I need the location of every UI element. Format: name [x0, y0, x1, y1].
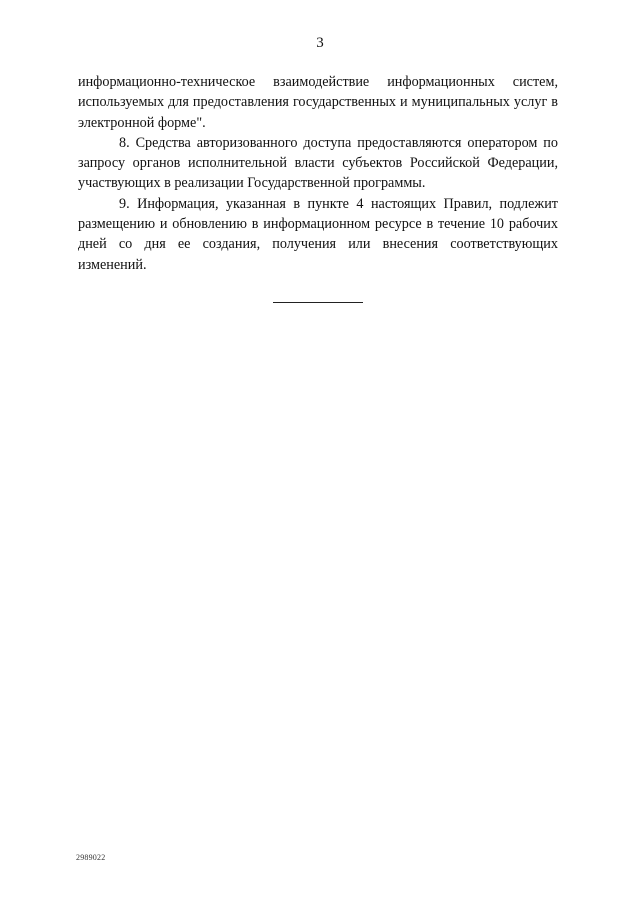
- page-number: 3: [316, 35, 324, 51]
- paragraph-item-8: 8. Средства авторизованного доступа предоставляются оператором по запросу органов исполнительной власти субъектов Российской Федерации, участвующих в реализации Государственной программы.: [78, 134, 558, 192]
- document-code: 2989022: [76, 853, 106, 862]
- paragraph-continuation: информационно-техническое взаимодействие информационных систем, используемых для предоставления государственных и муниципальных услуг в электронной форме".: [78, 74, 558, 131]
- document-body: [78, 72, 558, 275]
- paragraph-item-9: 9. Информация, указанная в пункте 4 настоящих Правил, подлежит размещению и обновлению в информационном ресурсе в течение 10 рабочих дней со дня ее создания, получения или внесения соответствующих изменений.: [78, 195, 558, 273]
- end-of-text-divider: [273, 302, 363, 303]
